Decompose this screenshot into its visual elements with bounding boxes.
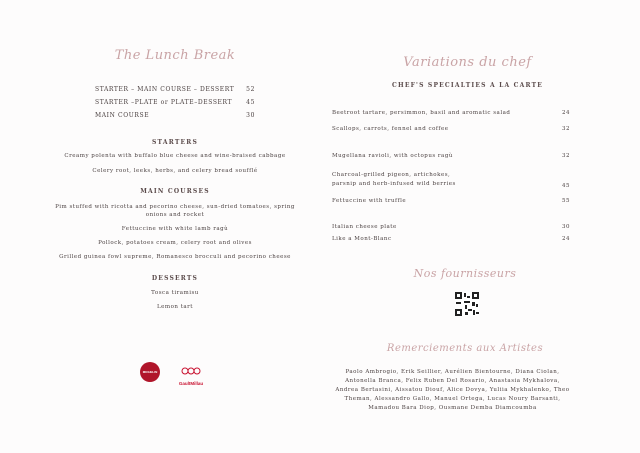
specialty-label: Italian cheese plate (332, 224, 397, 230)
thanks-title: Remerciements aux Artistes (386, 343, 544, 354)
formula-row (95, 86, 255, 93)
starters-heading: STARTERS (152, 139, 198, 146)
main-courses-heading: MAIN COURSES (140, 188, 210, 195)
specialty-price: 30 (562, 224, 570, 230)
menu-item: Pim stuffed with ricotta and pecorino cheese, sun-dried tomatoes, spring onions and rocket (55, 204, 295, 218)
menu-item: Tosca tiramisu (151, 290, 199, 296)
specialty-row (332, 224, 570, 230)
michelin-logo (140, 362, 160, 382)
formula-label: MAIN COURSE (95, 112, 150, 119)
specialty-label: Scallops, carrots, fennel and coffee (332, 126, 449, 132)
chef-specialties-subtitle: CHEF'S SPECIALTIES A LA CARTE (391, 82, 544, 89)
specialty-row (332, 198, 570, 204)
menu-item: Celery root, leeks, herbs, and celery bread soufflé (92, 168, 258, 174)
specialty-row (332, 236, 570, 242)
formula-price: 52 (246, 86, 255, 93)
specialty-label: Like a Mont-Blanc (332, 236, 392, 242)
toques-icon (174, 366, 208, 377)
specialty-row (332, 126, 570, 132)
desserts-heading: DESSERTS (151, 275, 199, 282)
formula-row (95, 112, 255, 119)
specialty-price: 45 (562, 183, 570, 189)
formula-label: STARTER – MAIN COURSE – DESSERT (95, 86, 235, 93)
menu-item: Creamy polenta with buffalo blue cheese and wine-braised cabbage (64, 153, 286, 159)
specialty-label: Mugellana ravioli, with octopus ragù (332, 153, 453, 159)
menu-item: Grilled guinea fowl supreme, Romanesco brocculi and pecorino cheese (59, 254, 291, 260)
suppliers-title: Nos fournisseurs (413, 267, 517, 280)
specialty-price: 32 (562, 153, 570, 159)
formula-row (95, 99, 255, 106)
specialty-price: 32 (562, 126, 570, 132)
specialty-row (332, 153, 570, 159)
menu-item: Lemon tart (156, 304, 194, 310)
specialty-row (332, 171, 570, 189)
specialty-label: Charcoal-grilled pigeon, artichokes, parsnip and herb-infused wild berries (332, 172, 456, 187)
menu-item: Fettuccine with white lamb ragù (121, 226, 229, 232)
specialty-row (332, 110, 570, 116)
gault-millau-text: GaultMillau (178, 381, 204, 386)
artist-credits: Paolo Ambrogio, Erik Seillier, Aurélien Bientourne, Diana Ciolan, Antonella Branca, Felix Ruben Del Rosario, Anastasia Mykhalova, Andrea Bertasini, Aissatou Diouf, Alice Dovya, Yuliia Mykhalenko, Theo Theman, Alessandro Gallo, Manuel Ortega, Lucas Noury Barsanti, Mamadou Bara Diop, Ousmane Demba Diamcoumba (335, 369, 570, 411)
formula-price: 30 (246, 112, 255, 119)
specialty-price: 24 (562, 110, 570, 116)
gault-millau-logo (174, 362, 208, 384)
specialty-price: 55 (562, 198, 570, 204)
specialty-label: Beetroot tartare, persimmon, basil and aromatic salad (332, 110, 511, 116)
qr-code[interactable] (455, 292, 479, 316)
formula-price: 45 (246, 99, 255, 106)
lunch-break-title: The Lunch Break (114, 48, 236, 63)
michelin-logo-text: MICHELIN (142, 370, 158, 374)
menu-item: Pollock, potatoes cream, celery root and olives (98, 240, 252, 246)
chef-variations-title: Variations du chef (403, 55, 532, 70)
formula-label: STARTER –PLATE or PLATE–DESSERT (95, 99, 233, 106)
specialty-price: 24 (562, 236, 570, 242)
specialty-label: Fettuccine with truffle (332, 198, 407, 204)
